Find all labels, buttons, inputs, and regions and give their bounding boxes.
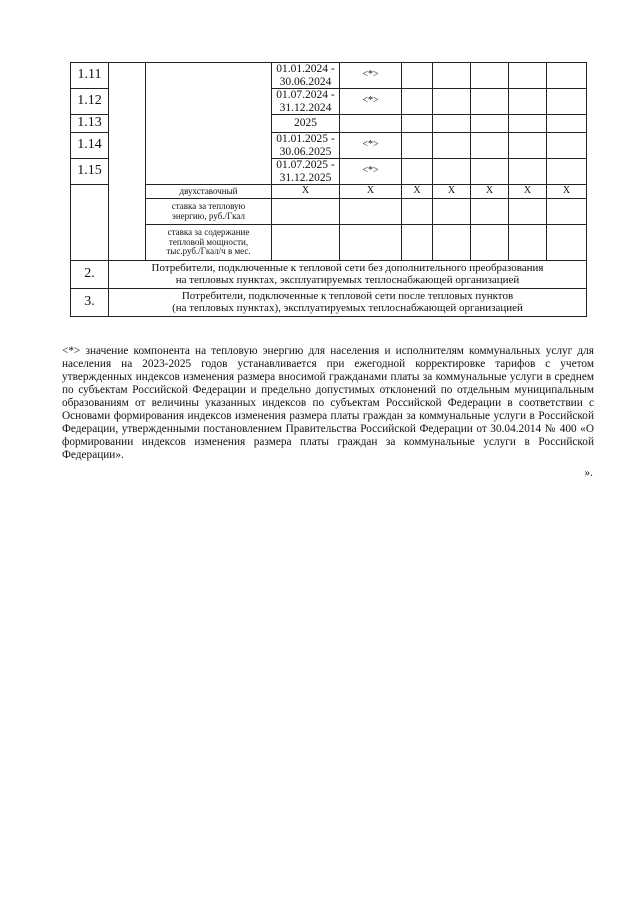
rate-capacity-label: ставка за содержание тепловой мощности, тыс.руб./Гкал/ч в мес. <box>146 225 272 261</box>
table-row <box>71 225 587 261</box>
table-row <box>71 63 587 89</box>
x-mark: Х <box>272 185 340 199</box>
footnote-mark: <*> <box>340 159 402 185</box>
footnote <box>62 345 594 462</box>
row-number: 1.12 <box>71 89 109 115</box>
footnote-mark: <*> <box>340 63 402 89</box>
period-cell: 01.01.2024 - 30.06.2024 <box>272 63 340 89</box>
row-number: 1.14 <box>71 133 109 159</box>
x-mark: Х <box>547 185 587 199</box>
tariff-table <box>70 62 587 317</box>
rate-energy-label: ставка за тепловую энергию, руб./Гкал <box>146 199 272 225</box>
footnote-mark: <*> <box>340 133 402 159</box>
row-number: 1.15 <box>71 159 109 185</box>
section-number: 3. <box>71 289 109 317</box>
section-row <box>71 289 587 317</box>
x-mark: Х <box>340 185 402 199</box>
footnote-mark <box>340 115 402 133</box>
period-cell: 01.01.2025 - 30.06.2025 <box>272 133 340 159</box>
blank-cell <box>71 185 109 261</box>
table-row <box>71 185 587 199</box>
section-text: Потребители, подключенные к тепловой сети без дополнительного преобразования на тепловых пунктах, эксплуатируемых теплоснабжающей организацией <box>109 261 587 289</box>
footnote-mark: <*> <box>340 89 402 115</box>
section-row <box>71 261 587 289</box>
period-cell: 01.07.2024 - 31.12.2024 <box>272 89 340 115</box>
closing-quote: ». <box>584 467 593 479</box>
x-mark: Х <box>471 185 509 199</box>
period-cell: 2025 <box>272 115 340 133</box>
two-part-label: двухставочный <box>146 185 272 199</box>
row-number: 1.13 <box>71 115 109 133</box>
section-number: 2. <box>71 261 109 289</box>
blank-cell <box>109 63 146 261</box>
section-text: Потребители, подключенные к тепловой сети после тепловых пунктов (на тепловых пунктах), эксплуатируемых теплоснабжающей организацией <box>109 289 587 317</box>
x-mark: Х <box>509 185 547 199</box>
period-cell: 01.07.2025 - 31.12.2025 <box>272 159 340 185</box>
footnote-text: значение компонента на тепловую энергию для населения и исполнителям коммунальных услуг для населения на 2023-2025 годов устанавливается при ежегодной корректировке тарифов с учетом утвержденных индексов изменения размера вносимой гражданами платы за коммунальные услуги в среднем по субъектам Российской Федерации и предельно допустимых отклонений по отдельным муниципальным образованиям от величины указанных индексов по субъектам Российской Федерации в соответствии с Основами формирования индексов изменения размера платы граждан за коммунальные услуги в Российской Федерации, утвержденными постановлением Правительства Российской Федерации от 30.04.2014 № 400 «О формировании индексов изменения размера платы граждан за коммунальные услуги в Российской Федерации». <box>62 345 595 461</box>
row-number: 1.11 <box>71 63 109 89</box>
blank-cell <box>146 63 272 185</box>
x-mark: Х <box>433 185 471 199</box>
table-row <box>71 199 587 225</box>
footnote-marker: <*> <box>62 345 81 357</box>
x-mark: Х <box>402 185 433 199</box>
